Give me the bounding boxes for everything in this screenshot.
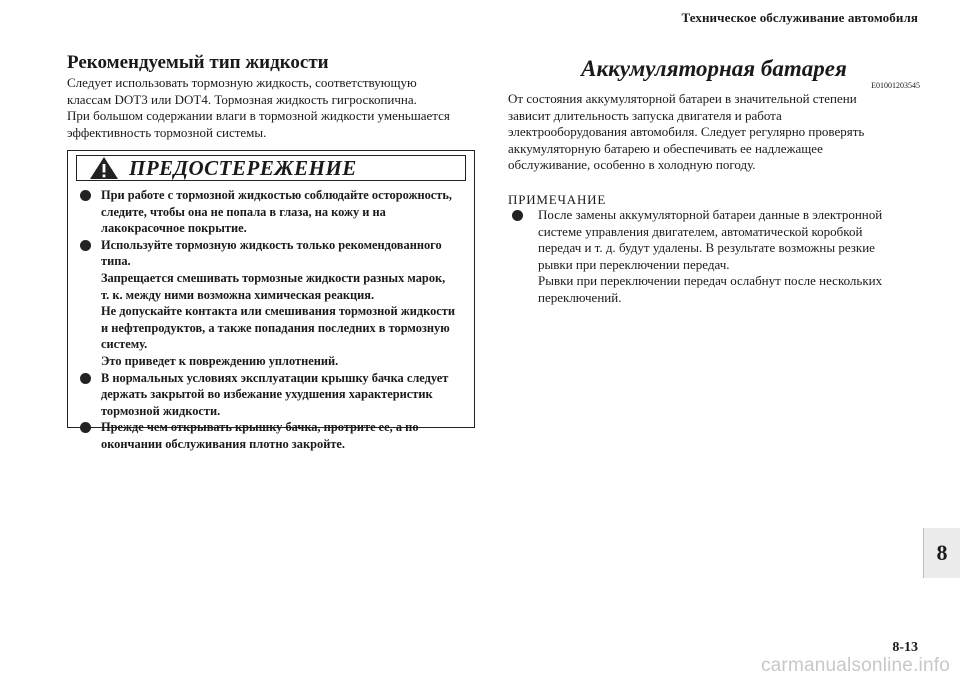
warning-line: лакокрасочное покрытие.: [101, 221, 247, 236]
warning-item: [80, 187, 472, 237]
warning-line: окончании обслуживания плотно закройте.: [101, 436, 346, 451]
note-item: [512, 207, 920, 307]
page-number: 8-13: [892, 640, 918, 655]
paragraph-line: эффективность тормозной системы.: [67, 124, 267, 140]
bullet-icon: [80, 422, 91, 433]
paragraph-line: При большом содержании влаги в тормозной жидкости уменьшается: [67, 108, 450, 124]
brake-fluid-title: Рекомендуемый тип жидкости: [67, 52, 329, 73]
note-line: После замены аккумуляторной батареи данные в электронной: [538, 206, 883, 222]
warning-line: Используйте тормозную жидкость только рекомендованного: [101, 237, 442, 252]
warning-title: ПРЕДОСТЕРЕЖЕНИЕ: [129, 155, 357, 180]
warning-line: держать закрытой во избежание ухудшения характеристик: [101, 387, 433, 402]
bullet-icon: [80, 373, 91, 384]
warning-line: Не допускайте контакта или смешивания тормозной жидкости: [101, 304, 455, 319]
chapter-tab: 8: [923, 528, 960, 578]
running-header: Техническое обслуживание автомобиля: [681, 10, 918, 25]
brake-fluid-paragraph: [67, 75, 479, 141]
warning-triangle-icon: [89, 156, 119, 180]
paragraph-line: электрооборудования автомобиля. Следует регулярно проверять: [508, 124, 865, 140]
warning-line: В нормальных условиях эксплуатации крышку бачка следует: [101, 370, 449, 385]
note-line: Рывки при переключении передач ослабнут после нескольких: [538, 273, 883, 289]
note-line: рывки при переключении передач.: [538, 256, 730, 272]
warning-line: При работе с тормозной жидкостью соблюдайте осторожность,: [101, 188, 453, 202]
section-code: E01001203545: [871, 81, 920, 90]
paragraph-line: классам DOT3 или DOT4. Тормозная жидкость гигроскопична.: [67, 91, 417, 107]
note-line: передач и т. д. будут удалены. В результате возможны резкие: [538, 240, 875, 256]
battery-section: [508, 56, 920, 307]
warning-line: систему.: [101, 337, 148, 352]
warning-list: [80, 187, 472, 453]
paragraph-line: обслуживание, особенно в холодную погоду.: [508, 157, 756, 173]
paragraph-line: Следует использовать тормозную жидкость, соответствующую: [67, 75, 417, 90]
warning-line: Запрещается смешивать тормозные жидкости разных марок,: [101, 270, 446, 285]
paragraph-line: зависит длительность запуска двигателя и работа: [508, 107, 782, 123]
warning-line: типа.: [101, 254, 131, 269]
warning-line: Прежде чем открывать крышку бачка, протрите ее, а по: [101, 420, 419, 435]
warning-box: [67, 150, 475, 451]
note-line: системе управления двигателем, автоматической коробкой: [538, 223, 863, 239]
battery-title: Аккумуляторная батарея: [581, 56, 847, 81]
note-heading: ПРИМЕЧАНИЕ: [508, 191, 607, 207]
warning-line: и нефтепродуктов, а также попадания последних в тормозную: [101, 320, 450, 335]
warning-line: следите, чтобы она не попала в глаза, на кожу и на: [101, 204, 386, 219]
bullet-icon: [80, 240, 91, 251]
warning-line: т. к. между ними возможна химическая реакция.: [101, 287, 375, 302]
bullet-icon: [512, 210, 523, 221]
warning-item: [80, 237, 472, 370]
warning-item: [80, 370, 472, 420]
brake-fluid-section: [67, 52, 479, 141]
paragraph-line: аккумуляторную батарею и обеспечивать ее надлежащее: [508, 140, 823, 156]
warning-line: Это приведет к повреждению уплотнений.: [101, 353, 339, 368]
watermark: carmanualsonline.info: [760, 655, 950, 676]
battery-paragraph: [508, 91, 920, 174]
warning-banner: [76, 155, 466, 181]
note-line: переключений.: [538, 289, 622, 305]
warning-item: [80, 419, 472, 452]
bullet-icon: [80, 190, 91, 201]
paragraph-line: От состояния аккумуляторной батареи в значительной степени: [508, 91, 857, 106]
warning-line: тормозной жидкости.: [101, 403, 221, 418]
